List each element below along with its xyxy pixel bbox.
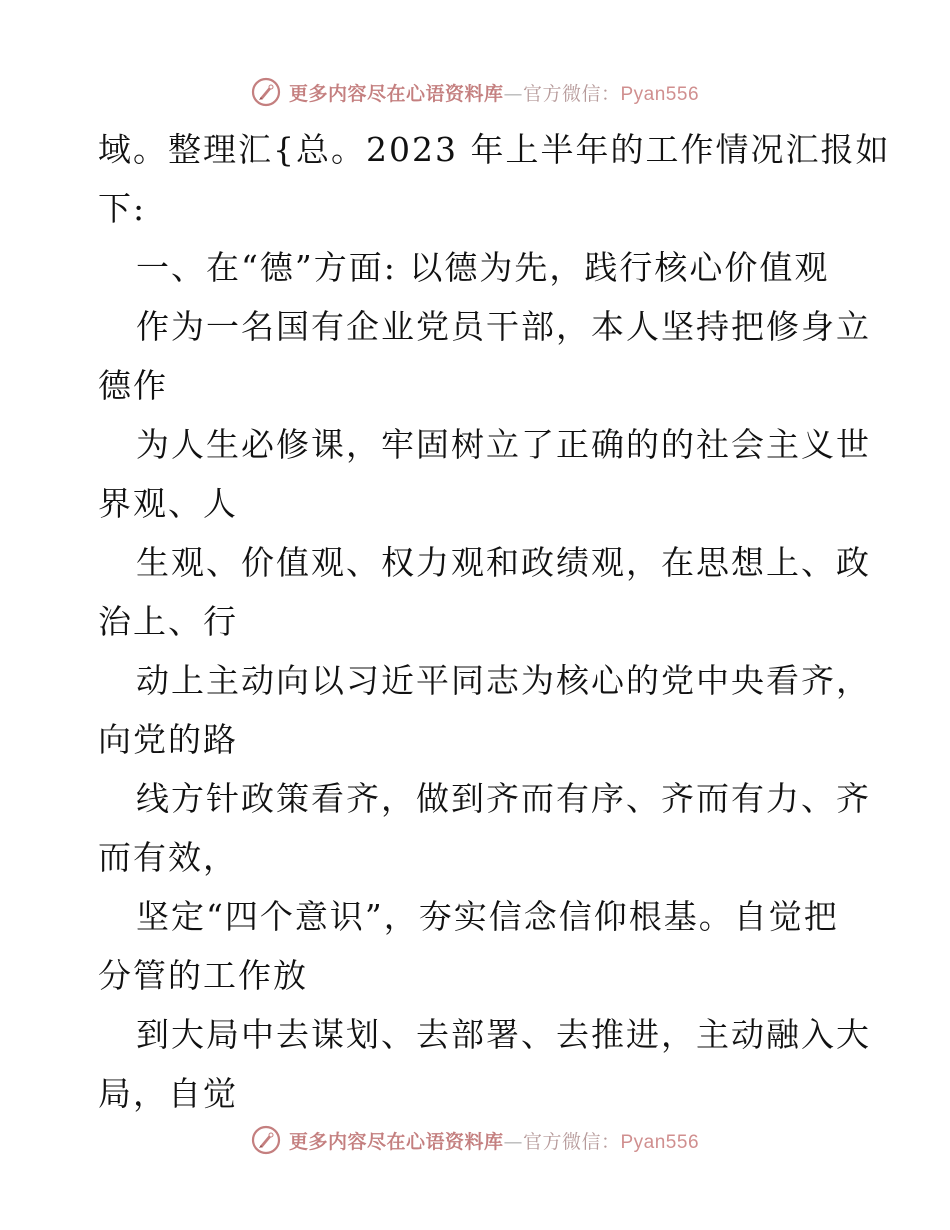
text-line: 作为一名国有企业党员干部，本人坚持把修身立 — [136, 307, 871, 346]
text-line: 下: — [98, 189, 147, 228]
text-line: 分管的工作放 — [98, 956, 308, 995]
text-line: 一、在“德”方面: 以德为先，践行核心价值观 — [136, 248, 830, 287]
text-line: 治上、行 — [98, 602, 238, 641]
text-line: 坚定“四个意识”，夯实信念信仰根基。自觉把 — [136, 897, 839, 936]
text-line: 域。整理汇{总。2023 年上半年的工作情况汇报如 — [98, 130, 891, 169]
watermark-contact-label: 官方微信： — [522, 82, 621, 105]
text-line: 局，自觉 — [98, 1074, 238, 1113]
text-line: 向党的路 — [98, 720, 238, 759]
text-line: 到大局中去谋划、去部署、去推进，主动融入大 — [136, 1015, 871, 1054]
watermark-wechat-id: Pyan556 — [620, 1131, 700, 1153]
watermark-brand: 更多内容尽在心语资料库 — [288, 82, 504, 105]
quill-pen-logo-icon — [251, 77, 281, 107]
text-line: 动上主动向以习近平同志为核心的党中央看齐， — [136, 661, 871, 700]
text-line: 线方针政策看齐，做到齐而有序、齐而有力、齐 — [136, 779, 871, 818]
text-line: 而有效， — [98, 838, 238, 877]
quill-pen-logo-icon — [251, 1125, 281, 1155]
watermark-text — [289, 79, 699, 106]
text-line: 为人生必修课，牢固树立了正确的的社会主义世 — [136, 425, 871, 464]
header-watermark — [0, 72, 950, 112]
watermark-wechat-id: Pyan556 — [620, 83, 700, 105]
text-line: 生观、价值观、权力观和政绩观，在思想上、政 — [136, 543, 871, 582]
watermark-separator: — — [503, 82, 523, 105]
document-body — [98, 120, 891, 1123]
footer-watermark — [0, 1120, 950, 1160]
watermark-text — [289, 1127, 699, 1154]
watermark-brand: 更多内容尽在心语资料库 — [288, 1130, 504, 1153]
text-line: 界观、人 — [98, 484, 238, 523]
watermark-separator: — — [503, 1130, 523, 1153]
watermark-contact-label: 官方微信： — [522, 1130, 621, 1153]
text-line: 德作 — [98, 366, 168, 405]
